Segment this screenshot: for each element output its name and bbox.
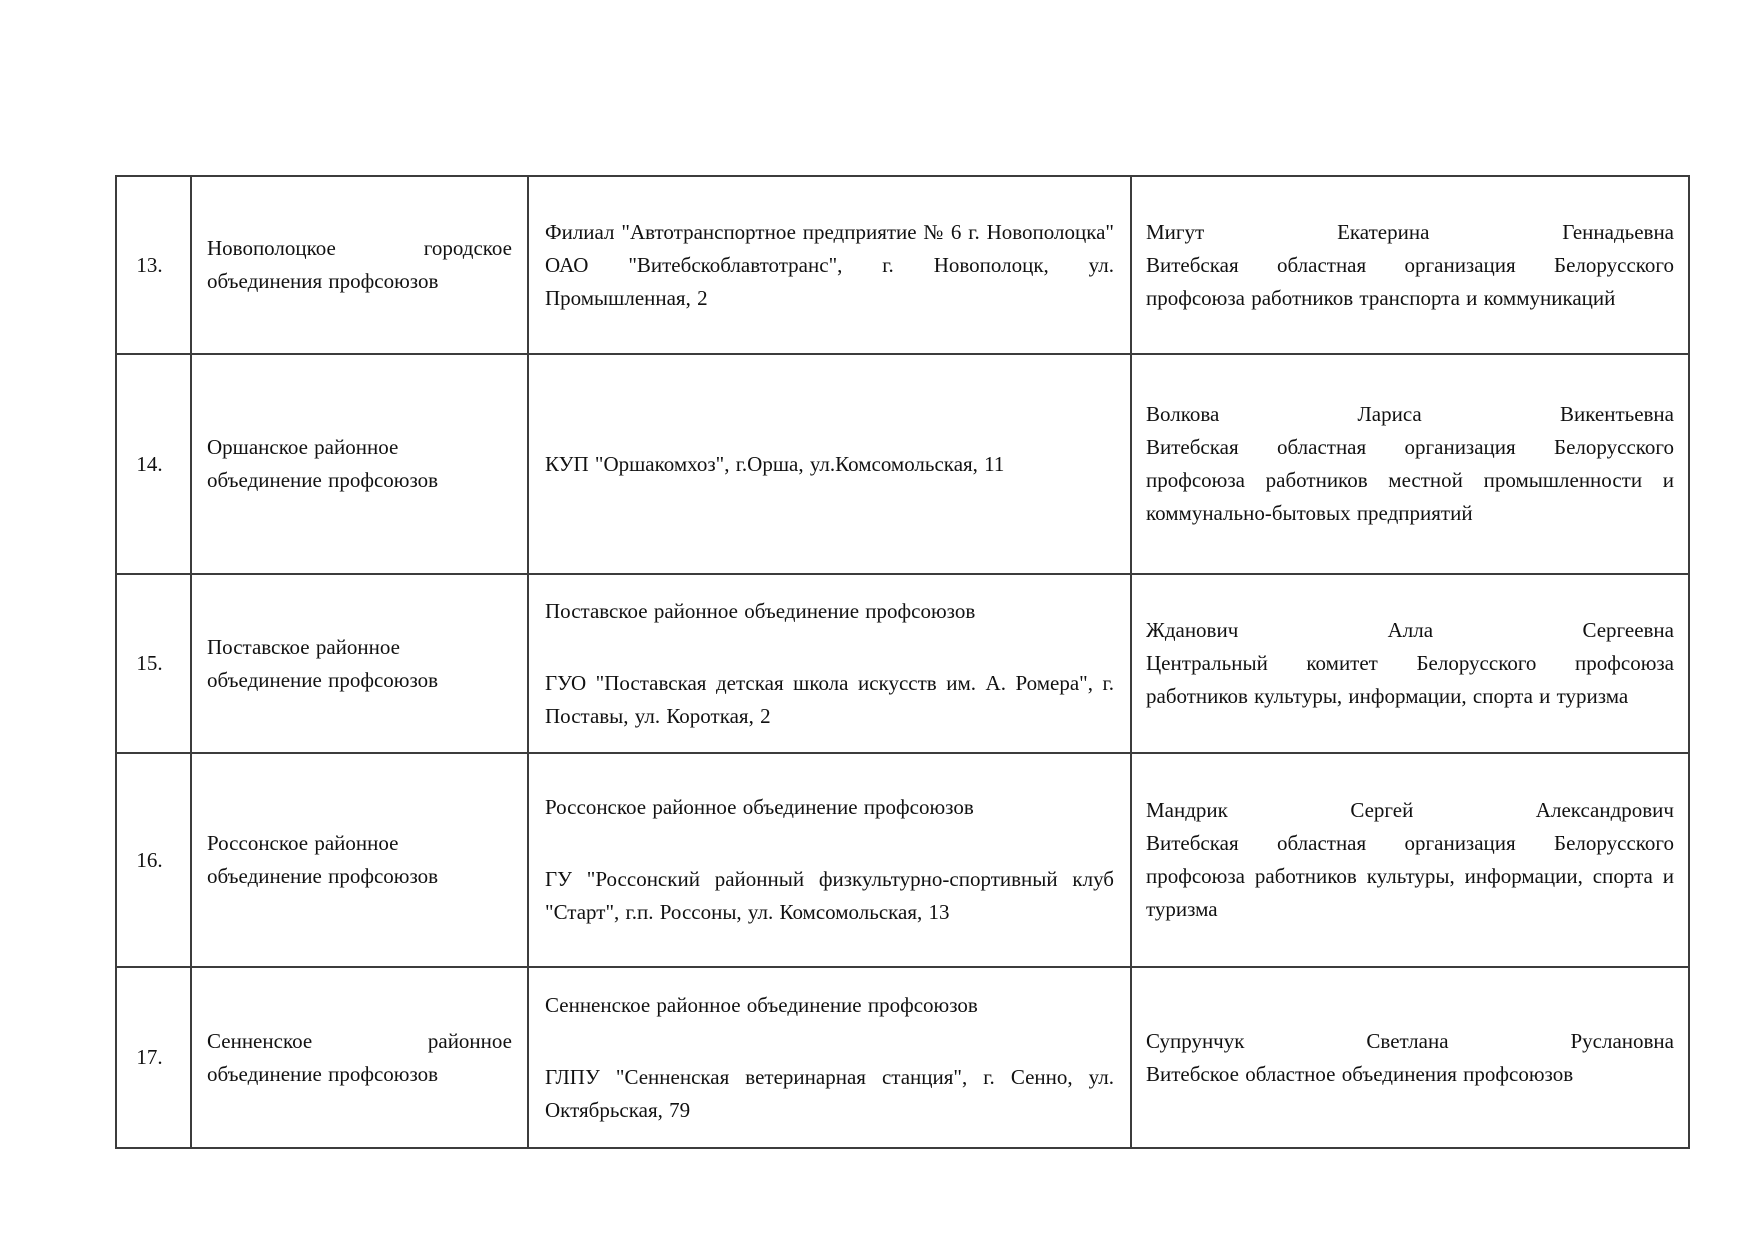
table-row: [116, 176, 1689, 354]
union-name-cell: Оршанское районное объединение профсоюзов: [191, 354, 528, 574]
union-table: [115, 175, 1690, 1149]
organization-cell: [528, 574, 1131, 753]
person-cell: [1131, 967, 1689, 1148]
row-number-cell: 16.: [116, 753, 191, 967]
person-cell: [1131, 753, 1689, 967]
organization-paragraph: ГУ "Россонский районный физкультурно-спортивный клуб "Старт", г.п. Россоны, ул. Комсомольская, 13: [545, 867, 1114, 924]
person-name: Мигут Екатерина Геннадьевна: [1146, 219, 1674, 244]
organization-paragraph: ГУО "Поставская детская школа искусств им. А. Ромера", г. Поставы, ул. Короткая, 2: [545, 670, 1114, 728]
row-number-cell: 17.: [116, 967, 191, 1148]
organization-paragraph: Филиал "Автотранспортное предприятие № 6 г. Новополоцка" ОАО "Витебскоблавтотранс", г. Новополоцк, ул. Промышленная, 2: [545, 219, 1114, 310]
union-name-cell: Поставское районное объединение профсоюзов: [191, 574, 528, 753]
table-row: [116, 354, 1689, 574]
row-number-cell: 13.: [116, 176, 191, 354]
organization-cell: [528, 176, 1131, 354]
union-name-cell: Новополоцкое городское объединения профсоюзов: [191, 176, 528, 354]
person-cell: [1131, 574, 1689, 753]
person-name: Жданович Алла Сергеевна: [1146, 618, 1674, 642]
table-row: [116, 753, 1689, 967]
person-organization: Витебское областное объединения профсоюзов: [1146, 1061, 1574, 1086]
person-organization: Витебская областная организация Белорусского профсоюза работников местной промышленности и коммунально-бытовых предприятий: [1146, 435, 1674, 525]
person-name: Волкова Лариса Викентьевна: [1146, 402, 1674, 426]
organization-paragraph: КУП "Оршакомхоз", г.Орша, ул.Комсомольская, 11: [545, 451, 1005, 476]
person-organization: Витебская областная организация Белорусского профсоюза работников транспорта и коммуникаций: [1146, 252, 1674, 310]
organization-paragraph: Россонское районное объединение профсоюзов: [545, 795, 974, 819]
table-row: [116, 574, 1689, 753]
organization-cell: [528, 354, 1131, 574]
person-organization: Центральный комитет Белорусского профсоюза работников культуры, информации, спорта и туризма: [1146, 651, 1674, 708]
organization-paragraph: ГЛПУ "Сенненская ветеринарная станция", г. Сенно, ул. Октябрьская, 79: [545, 1064, 1114, 1122]
person-name: Мандрик Сергей Александрович: [1146, 798, 1674, 822]
organization-paragraph: Сенненское районное объединение профсоюзов: [545, 992, 978, 1017]
organization-paragraph: Поставское районное объединение профсоюзов: [545, 598, 976, 623]
union-name-cell: Сенненское районное объединение профсоюзов: [191, 967, 528, 1148]
union-name-cell: Россонское районное объединение профсоюзов: [191, 753, 528, 967]
row-number-cell: 15.: [116, 574, 191, 753]
organization-cell: [528, 967, 1131, 1148]
person-name: Супрунчук Светлана Руслановна: [1146, 1028, 1674, 1053]
person-cell: [1131, 176, 1689, 354]
organization-cell: [528, 753, 1131, 967]
row-number-cell: 14.: [116, 354, 191, 574]
person-organization: Витебская областная организация Белорусского профсоюза работников культуры, информации, спорта и туризма: [1146, 831, 1674, 921]
person-cell: [1131, 354, 1689, 574]
table-row: [116, 967, 1689, 1148]
